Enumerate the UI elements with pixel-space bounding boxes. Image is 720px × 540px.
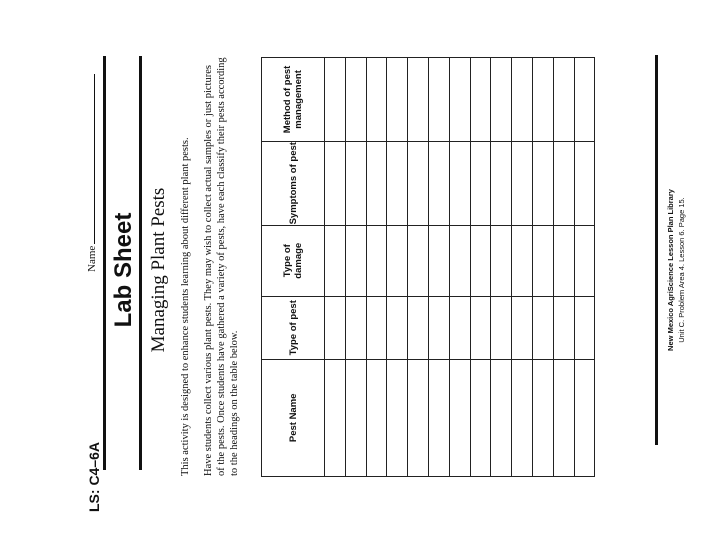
table-cell (574, 58, 595, 142)
table-row (408, 58, 429, 477)
table-row (512, 58, 533, 477)
table-row (325, 58, 346, 477)
table-cell (387, 359, 408, 476)
name-field (84, 74, 98, 272)
pest-table (261, 57, 595, 477)
page-subtitle: Managing Plant Pests (148, 187, 169, 353)
table-row (428, 58, 449, 477)
table-cell (491, 359, 512, 476)
table-cell (387, 296, 408, 359)
header-symptoms: Symptoms of pest (262, 141, 325, 225)
table-cell (553, 141, 574, 225)
header-management: Method of pest management (262, 58, 325, 142)
table-cell (574, 225, 595, 296)
table-cell (532, 225, 553, 296)
table-cell (449, 225, 470, 296)
table-row (366, 58, 387, 477)
table-cell (428, 58, 449, 142)
table-cell (325, 359, 346, 476)
table-cell (512, 225, 533, 296)
footer-citation: Unit C. Problem Area 4. Lesson 6. Page 15. (677, 197, 686, 343)
table-cell (428, 359, 449, 476)
table-cell (325, 225, 346, 296)
table-row (532, 58, 553, 477)
table-cell (470, 359, 491, 476)
lesson-code: LS: C4–6A (86, 441, 102, 512)
table-row (470, 58, 491, 477)
table-header-row (262, 58, 325, 477)
table-cell (325, 58, 346, 142)
table-cell (428, 296, 449, 359)
footer (665, 0, 687, 540)
table-cell (366, 359, 387, 476)
table-cell (449, 58, 470, 142)
name-label: Name (86, 245, 98, 272)
table-cell (387, 141, 408, 225)
table-cell (428, 141, 449, 225)
table-row (449, 58, 470, 477)
table-cell (408, 141, 429, 225)
table-cell (553, 359, 574, 476)
title-bottom-rule (139, 56, 142, 470)
table-cell (325, 141, 346, 225)
table-cell (491, 58, 512, 142)
table-cell (532, 296, 553, 359)
title-top-rule (103, 56, 106, 470)
table-cell (408, 225, 429, 296)
footer-library: New Mexico AgriScience Lesson Plan Library (666, 189, 675, 351)
table-cell (366, 296, 387, 359)
table-cell (491, 296, 512, 359)
table-cell (512, 58, 533, 142)
table-cell (408, 359, 429, 476)
table-cell (553, 58, 574, 142)
table-cell (366, 58, 387, 142)
table-cell (345, 296, 366, 359)
table-row (553, 58, 574, 477)
table-cell (408, 296, 429, 359)
table-cell (470, 58, 491, 142)
instructions-text: Have students collect various plant pests. They may wish to collect actual samples or just pictures of the pests. Once students have gathered a variety of pests, have each classify their pests according to the headings on the table below. (203, 57, 240, 476)
table-cell (345, 225, 366, 296)
name-blank-line (84, 74, 95, 244)
table-row (574, 58, 595, 477)
table-cell (366, 141, 387, 225)
table-cell (428, 225, 449, 296)
table-cell (408, 58, 429, 142)
table-cell (574, 359, 595, 476)
table-cell (387, 225, 408, 296)
header-type-of-damage: Type of damage (262, 225, 325, 296)
table-cell (574, 296, 595, 359)
page-title: Lab Sheet (110, 212, 137, 328)
table-cell (345, 359, 366, 476)
table-cell (345, 141, 366, 225)
table-cell (345, 58, 366, 142)
footer-rule (655, 55, 658, 445)
table-cell (574, 141, 595, 225)
table-cell (491, 225, 512, 296)
table-cell (532, 58, 553, 142)
table-cell (512, 359, 533, 476)
table-cell (470, 296, 491, 359)
intro-text: This activity is designed to enhance students learning about different plant pests. (180, 137, 191, 476)
table-cell (449, 296, 470, 359)
table-cell (512, 141, 533, 225)
table-cell (449, 141, 470, 225)
table-cell (449, 359, 470, 476)
table-cell (532, 359, 553, 476)
table-cell (325, 296, 346, 359)
header-pest-name: Pest Name (262, 359, 325, 476)
table-cell (532, 141, 553, 225)
table-row (387, 58, 408, 477)
header-type-of-pest: Type of pest (262, 296, 325, 359)
table-body (325, 58, 595, 477)
table-cell (553, 296, 574, 359)
table-cell (387, 58, 408, 142)
table-row (491, 58, 512, 477)
table-row (345, 58, 366, 477)
table-cell (553, 225, 574, 296)
table-cell (366, 225, 387, 296)
table-cell (470, 141, 491, 225)
table-cell (470, 225, 491, 296)
table-cell (512, 296, 533, 359)
table-cell (491, 141, 512, 225)
